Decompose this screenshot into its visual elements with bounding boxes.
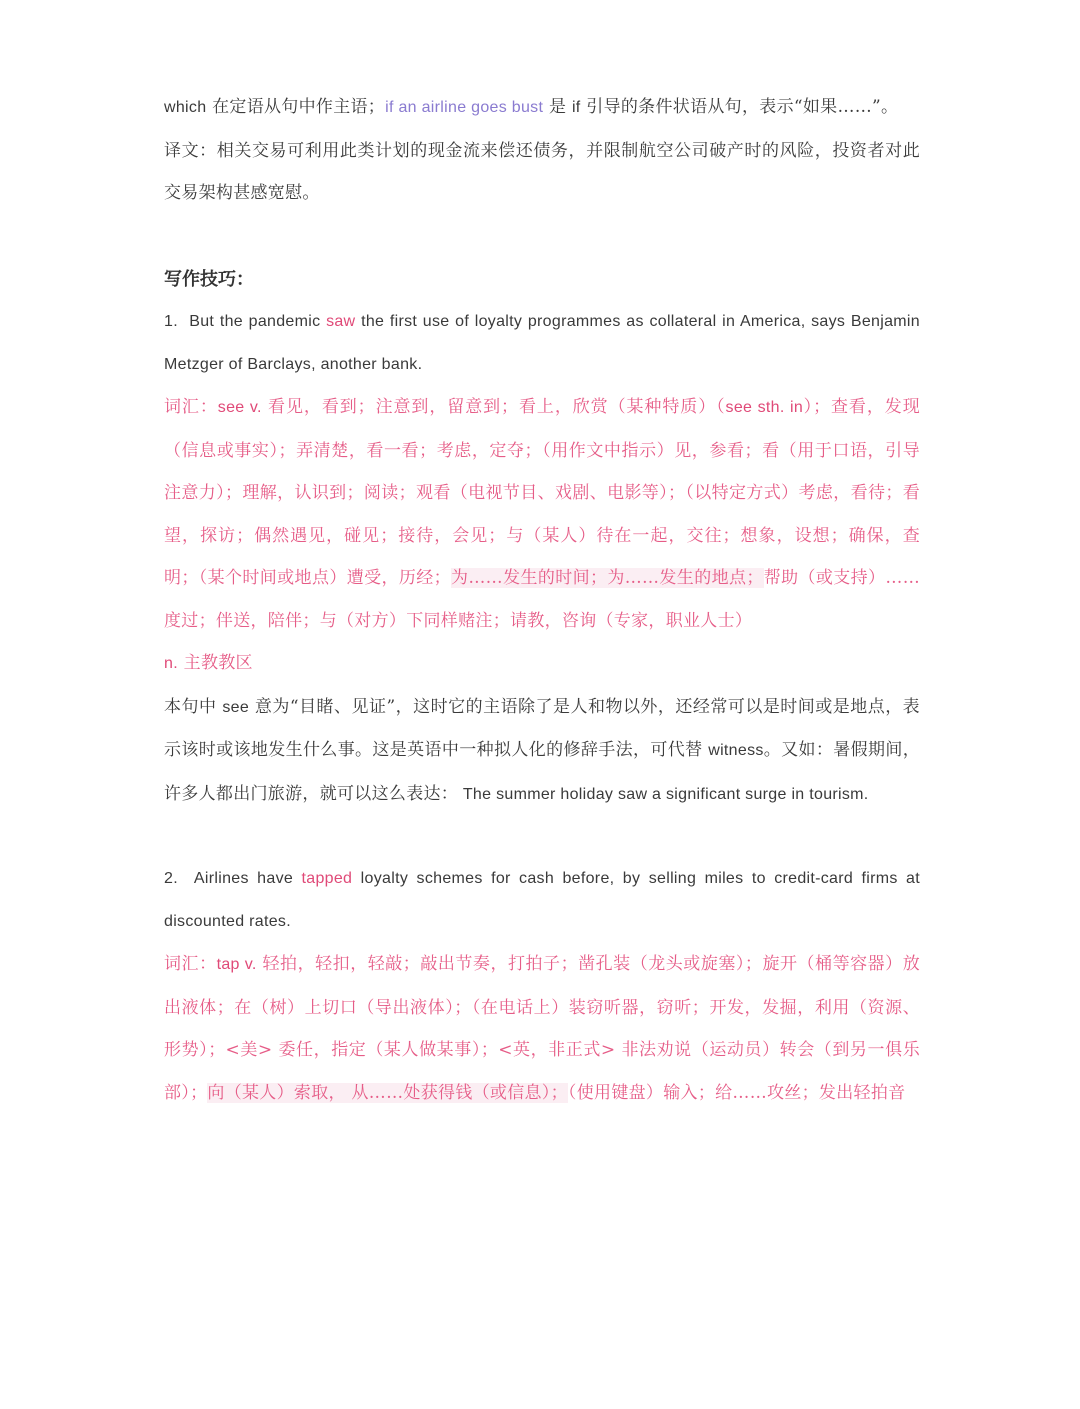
sentence-text: the first use of loyalty programmes as collateral in America, says Benjamin Metzger of Barclays, another bank. [164, 313, 920, 373]
example-sentence-2 [164, 858, 920, 943]
explanation-text: 意为“目睹、见证”，这时它的主语除了是人和物以外，还经常可以是时间或是地点，表示该时或该地发生什么事。这是英语中一种拟人化的修辞手法，可代替 [164, 696, 920, 760]
highlight-word-saw: saw [326, 313, 356, 330]
vocab-definition: （使用键盘）输入；给……攻丝；发出轻拍音 [567, 1082, 906, 1103]
spacer [164, 816, 920, 858]
vocab-phrase: see sth. in [725, 399, 804, 416]
vocab-key-meaning: 为……发生的时间；为……发生的地点； [450, 568, 764, 588]
explanation-term: see [222, 698, 250, 716]
sentence-number: 1. [164, 313, 178, 330]
vocab-definition: 轻拍，轻扣，轻敲；敲出节奏，打拍子；凿孔装（龙头或旋塞）；旋开（桶等容器）放出液体；在（树）上切口（导出液体）；（在电话上）装窃听器，窃听；开发，发掘，利用（资源、形势）；<美> 委任，指定（某人做某事）；<英，非正式> 非法劝说（运动员）转会（到另一俱乐部）； [164, 954, 921, 1103]
explanation-paragraph [164, 686, 920, 817]
sentence-text: Airlines have [193, 870, 302, 887]
explanation-term: witness [708, 742, 764, 759]
noun-pos: n. [164, 655, 178, 672]
vocab-definition: 帮助（或支持）……度过；伴送，陪伴；与（对方）下同样赌注；请教，咨询（专家，职业人士） [164, 568, 920, 631]
grammar-text: 引导的条件状语从句，表示“如果……”。 [580, 97, 899, 117]
grammar-text: 在定语从句中作主语； [206, 97, 386, 117]
example-sentence-1 [164, 301, 920, 386]
vocab-headword: tap v. [216, 956, 257, 973]
vocab-key-meaning: 向（某人）索取， 从……处获得钱（或信息）； [207, 1082, 568, 1103]
sentence-text: But the pandemic [189, 313, 327, 330]
explanation-text: 本句中 [164, 696, 223, 717]
section-title: 写作技巧： [164, 268, 254, 290]
grammar-note-paragraph [164, 86, 920, 130]
vocab-label: 词汇： [164, 954, 217, 974]
vocab-label: 词汇： [164, 397, 218, 417]
highlight-word-tapped: tapped [301, 870, 353, 887]
vocab-noun-line [164, 642, 920, 686]
sentence-number: 2. [164, 870, 178, 887]
grammar-term-which: which [164, 99, 207, 116]
spacer [164, 215, 920, 259]
grammar-clause-highlight: if an airline goes bust [385, 99, 544, 116]
vocab-block-see [164, 386, 920, 642]
vocab-headword: see v. [217, 399, 262, 416]
explanation-text: 。又如：暑假期间，许多人都出门旅游，就可以这么表达： [164, 740, 920, 804]
vocab-definition: 看见，看到；注意到，留意到；看上，欣赏（某种特质）（ [261, 397, 726, 417]
document-page [164, 86, 920, 1114]
noun-definition: 主教教区 [177, 653, 253, 673]
grammar-term-if: if [571, 99, 581, 116]
example-sentence: The summer holiday saw a significant surge in tourism. [458, 785, 869, 803]
grammar-text: 是 [543, 97, 572, 117]
sentence-text: loyalty schemes for cash before, by selling miles to credit-card firms at discounted rates. [164, 870, 921, 930]
vocab-block-tap [164, 943, 920, 1114]
vocab-definition: ）；查看，发现（信息或事实）；弄清楚，看一看；考虑，定夺；（用作文中指示）见，参看；看（用于口语，引导注意力）；理解，认识到；阅读；观看（电视节目、戏剧、电影等）；（以特定方式）考虑，看待；看望，探访；偶然遇见，碰见；接待，会见；与（某人）待在一起，交往；想象，设想；确保，查明；（某个时间或地点）遭受，历经； [164, 397, 920, 588]
translation-paragraph: 译文：相关交易可利用此类计划的现金流来偿还债务，并限制航空公司破产时的风险，投资者对此交易架构甚感宽慰。 [164, 140, 920, 203]
